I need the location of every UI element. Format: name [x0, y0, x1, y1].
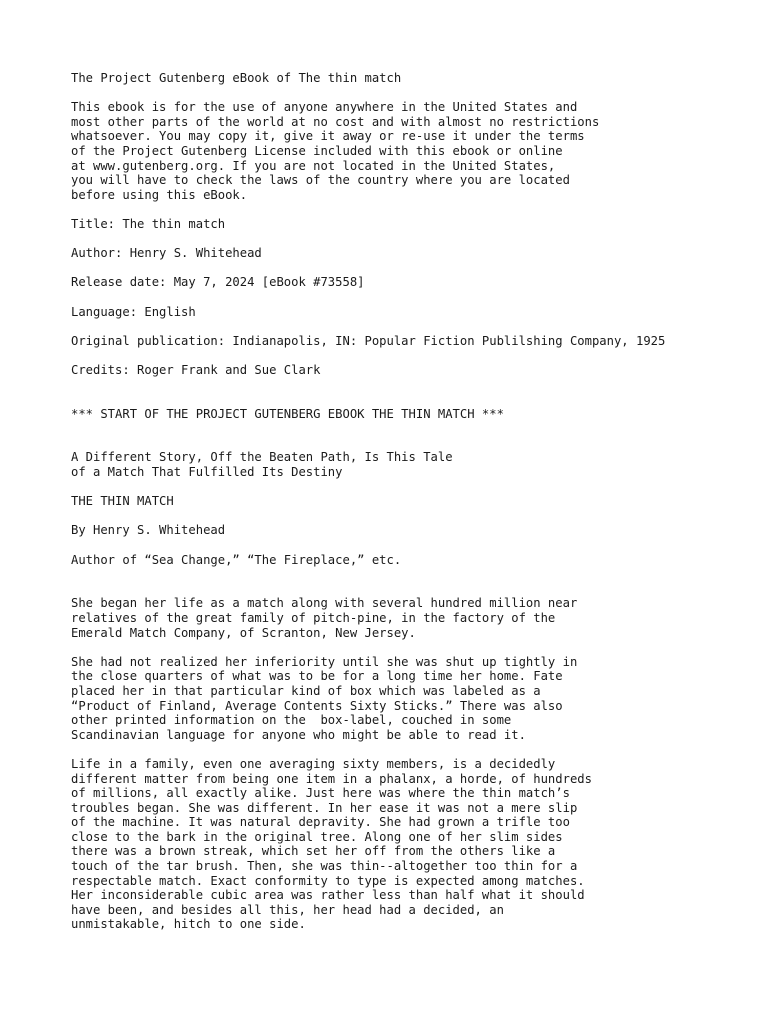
text-line: of the Project Gutenberg License included with this ebook or online	[71, 143, 563, 158]
story-paragraph-1	[71, 596, 761, 640]
text-line: of the machine. It was natural depravity. She had grown a trifle too	[71, 815, 570, 830]
text-line: Emerald Match Company, of Scranton, New Jersey.	[71, 625, 416, 640]
text-line: unmistakable, hitch to one side.	[71, 917, 306, 932]
text-line: close to the bark in the original tree. Along one of her slim sides	[71, 829, 563, 844]
text-line: A Different Story, Off the Beaten Path, Is This Tale	[71, 450, 453, 465]
text-line: touch of the tar brush. Then, she was thin--altogether too thin for a	[71, 859, 578, 874]
meta-author	[71, 246, 761, 261]
license-paragraph	[71, 100, 761, 202]
text-line: Scandinavian language for anyone who might be able to read it.	[71, 727, 526, 742]
text-line: Life in a family, even one averaging sixty members, is a decidedly	[71, 756, 556, 771]
text-line: Release date: May 7, 2024 [eBook #73558]	[71, 275, 365, 290]
text-line: *** START OF THE PROJECT GUTENBERG EBOOK THE THIN MATCH ***	[71, 406, 504, 421]
text-line: This ebook is for the use of anyone anywhere in the United States and	[71, 100, 578, 115]
text-line: THE THIN MATCH	[71, 494, 174, 509]
start-marker	[71, 407, 761, 422]
text-line: different matter from being one item in a phalanx, a horde, of hundreds	[71, 771, 592, 786]
text-line: She had not realized her inferiority until she was shut up tightly in	[71, 654, 578, 669]
text-line: relatives of the great family of pitch-pine, in the factory of the	[71, 610, 556, 625]
text-line: Credits: Roger Frank and Sue Clark	[71, 362, 321, 377]
text-line: whatsoever. You may copy it, give it away or re-use it under the terms	[71, 129, 585, 144]
text-line: By Henry S. Whitehead	[71, 523, 226, 538]
text-line: respectable match. Exact conformity to type is expected among matches.	[71, 873, 585, 888]
meta-credits	[71, 363, 761, 378]
text-line: troubles began. She was different. In her ease it was not a mere slip	[71, 800, 578, 815]
story-paragraph-3	[71, 757, 761, 932]
header-title	[71, 71, 761, 86]
meta-release-date	[71, 275, 761, 290]
text-line: Her inconsiderable cubic area was rather less than half what it should	[71, 888, 585, 903]
story-paragraph-2	[71, 655, 761, 743]
text-line: you will have to check the laws of the country where you are located	[71, 173, 570, 188]
text-line: of millions, all exactly alike. Just here was where the thin match’s	[71, 786, 570, 801]
byline	[71, 523, 761, 538]
text-line: before using this eBook.	[71, 187, 248, 202]
spacer	[71, 582, 761, 597]
text-line: at www.gutenberg.org. If you are not located in the United States,	[71, 158, 556, 173]
text-line: Author: Henry S. Whitehead	[71, 246, 262, 261]
text-line: Original publication: Indianapolis, IN: Popular Fiction Publilshing Company, 1925	[71, 333, 666, 348]
text-line: have been, and besides all this, her head had a decided, an	[71, 902, 504, 917]
meta-original-publication	[71, 334, 761, 349]
text-line: Language: English	[71, 304, 196, 319]
text-line: most other parts of the world at no cost and with almost no restrictions	[71, 114, 600, 129]
author-of	[71, 553, 761, 568]
text-line: there was a brown streak, which set her off from the others like a	[71, 844, 556, 859]
spacer	[71, 436, 761, 451]
text-line: Author of “Sea Change,” “The Fireplace,” etc.	[71, 552, 402, 567]
text-line: “Product of Finland, Average Contents Sixty Sticks.” There was also	[71, 698, 563, 713]
text-line: the close quarters of what was to be for a long time her home. Fate	[71, 669, 563, 684]
text-line: of a Match That Fulfilled Its Destiny	[71, 465, 343, 480]
text-line: Title: The thin match	[71, 216, 226, 231]
document-page	[71, 71, 761, 947]
meta-title	[71, 217, 761, 232]
text-line: other printed information on the box-label, couched in some	[71, 713, 512, 728]
spacer	[71, 392, 761, 407]
text-line: The Project Gutenberg eBook of The thin match	[71, 71, 402, 85]
meta-language	[71, 305, 761, 320]
text-line: She began her life as a match along with several hundred million near	[71, 596, 578, 611]
tagline	[71, 450, 761, 479]
text-line: placed her in that particular kind of box which was labeled as a	[71, 683, 541, 698]
story-title	[71, 494, 761, 509]
